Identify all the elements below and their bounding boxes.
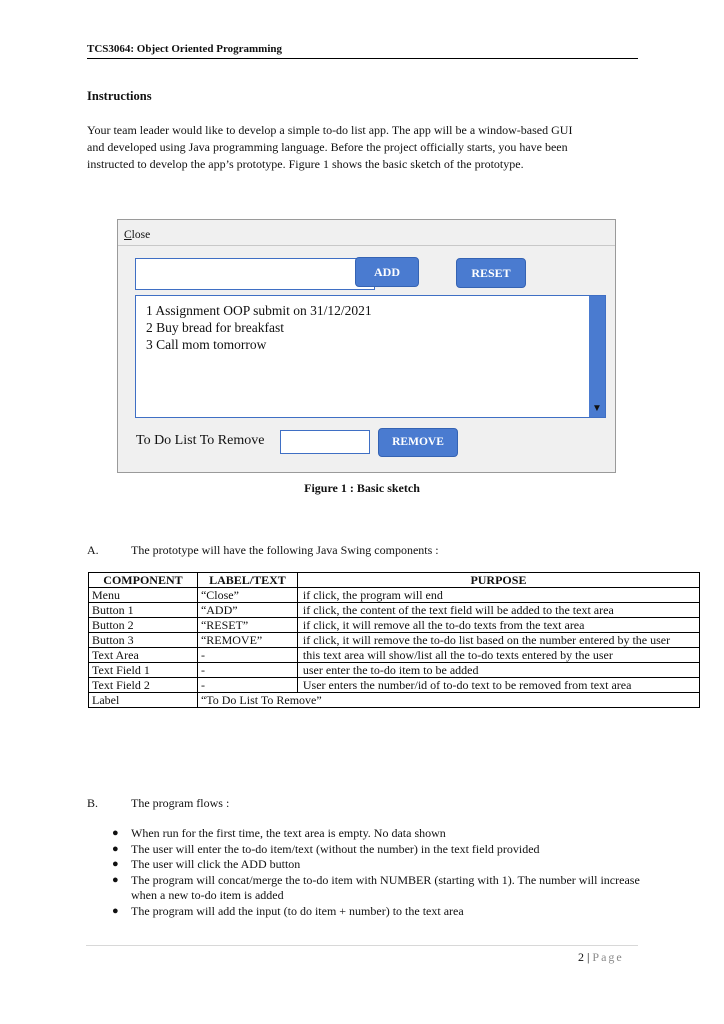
page-number xyxy=(578,950,624,965)
cell-label: - xyxy=(197,648,297,663)
table-row xyxy=(89,588,700,603)
cell-component: Text Field 1 xyxy=(89,663,198,678)
list-item xyxy=(112,873,642,904)
bullet-text: The user will enter the to-do item/text (without the number) in the text field provided xyxy=(131,841,540,856)
list-item xyxy=(112,904,642,920)
scroll-down-arrow-icon[interactable]: ▼ xyxy=(592,403,602,414)
cell-component: Text Field 2 xyxy=(89,678,198,693)
menu-close[interactable] xyxy=(124,229,150,241)
footer-divider xyxy=(86,945,638,946)
cell-label: - xyxy=(197,663,297,678)
bullet-icon: ● xyxy=(112,858,119,870)
remove-number-field[interactable] xyxy=(280,430,370,454)
cell-component: Button 2 xyxy=(89,618,198,633)
cell-label: “To Do List To Remove” xyxy=(197,693,699,708)
menu-close-mnemonic: C xyxy=(124,229,132,241)
menu-bar-divider xyxy=(118,245,615,246)
todo-list-items xyxy=(146,302,372,353)
cell-purpose: if click, the content of the text field will be added to the text area xyxy=(297,603,699,618)
bullet-icon: ● xyxy=(112,842,119,855)
section-b-letter: B. xyxy=(87,796,99,810)
bullet-text: The program will concat/merge the to-do item with NUMBER (starting with 1). The number will increase when a new to-do item is added xyxy=(131,872,640,902)
intro-line: instructed to develop the app’s prototype. Figure 1 shows the basic sketch of the prototype. xyxy=(87,157,524,171)
list-item xyxy=(112,826,642,842)
list-item xyxy=(112,857,642,873)
todo-text-area[interactable] xyxy=(135,295,606,418)
table-row xyxy=(89,648,700,663)
menu-close-label: lose xyxy=(131,229,151,241)
cell-component: Label xyxy=(89,693,198,708)
bullet-icon: ● xyxy=(112,827,119,839)
instructions-paragraph xyxy=(87,122,639,173)
list-item: 2 Buy bread for breakfast xyxy=(146,320,284,335)
header-label: LABEL/TEXT xyxy=(197,573,297,588)
table-header-row xyxy=(89,573,700,588)
bullet-text: The program will add the input (to do item + number) to the text area xyxy=(131,903,464,918)
cell-label: “Close” xyxy=(197,588,297,603)
intro-line: and developed using Java programming language. Before the project officially starts, you have been xyxy=(87,140,568,154)
cell-purpose: User enters the number/id of to-do text to be removed from text area xyxy=(297,678,699,693)
bullet-icon: ● xyxy=(112,904,119,917)
section-b-text: The program flows : xyxy=(131,796,230,810)
course-title: TCS3064: Object Oriented Programming xyxy=(87,43,283,55)
section-a-letter: A. xyxy=(87,543,99,557)
list-item: 3 Call mom tomorrow xyxy=(146,337,267,352)
cell-label: “REMOVE” xyxy=(197,633,297,648)
cell-purpose: user enter the to-do item to be added xyxy=(297,663,699,678)
prototype-sketch xyxy=(117,219,616,473)
cell-label: “RESET” xyxy=(197,618,297,633)
cell-purpose: if click, it will remove all the to-do texts from the text area xyxy=(297,618,699,633)
cell-component: Text Area xyxy=(89,648,198,663)
cell-label: “ADD” xyxy=(197,603,297,618)
remove-label: To Do List To Remove xyxy=(136,433,265,448)
components-table xyxy=(88,572,700,708)
page-word: Page xyxy=(592,950,624,964)
figure-caption: Figure 1 : Basic sketch xyxy=(304,481,420,495)
cell-label: - xyxy=(197,678,297,693)
cell-component: Button 1 xyxy=(89,603,198,618)
program-flow-list xyxy=(112,826,642,919)
table-row xyxy=(89,663,700,678)
table-row xyxy=(89,678,700,693)
page-separator: | xyxy=(587,950,590,964)
bullet-icon: ● xyxy=(112,873,119,886)
intro-line: Your team leader would like to develop a simple to-do list app. The app will be a window-based GUI xyxy=(87,123,573,137)
header-purpose: PURPOSE xyxy=(297,573,699,588)
remove-button[interactable]: REMOVE xyxy=(378,428,458,457)
table-row xyxy=(89,603,700,618)
cell-component: Menu xyxy=(89,588,198,603)
reset-button[interactable]: RESET xyxy=(456,258,526,288)
bullet-text: The user will click the ADD button xyxy=(131,857,301,871)
cell-purpose: if click, the program will end xyxy=(297,588,699,603)
cell-component: Button 3 xyxy=(89,633,198,648)
page-number-value: 2 xyxy=(578,950,584,964)
table-row xyxy=(89,618,700,633)
todo-text-field[interactable] xyxy=(135,258,375,290)
list-item: 1 Assignment OOP submit on 31/12/2021 xyxy=(146,303,372,318)
section-a-text: The prototype will have the following Java Swing components : xyxy=(131,543,439,557)
cell-purpose: this text area will show/list all the to-do texts entered by the user xyxy=(297,648,699,663)
cell-purpose: if click, it will remove the to-do list based on the number entered by the user xyxy=(297,633,699,648)
table-row xyxy=(89,693,700,708)
instructions-heading: Instructions xyxy=(87,89,152,103)
table-row xyxy=(89,633,700,648)
bullet-text: When run for the first time, the text area is empty. No data shown xyxy=(131,826,446,840)
list-item xyxy=(112,842,642,858)
header-divider xyxy=(87,58,638,59)
vertical-scrollbar[interactable] xyxy=(589,296,605,417)
add-button[interactable]: ADD xyxy=(355,257,419,287)
header-component: COMPONENT xyxy=(89,573,198,588)
